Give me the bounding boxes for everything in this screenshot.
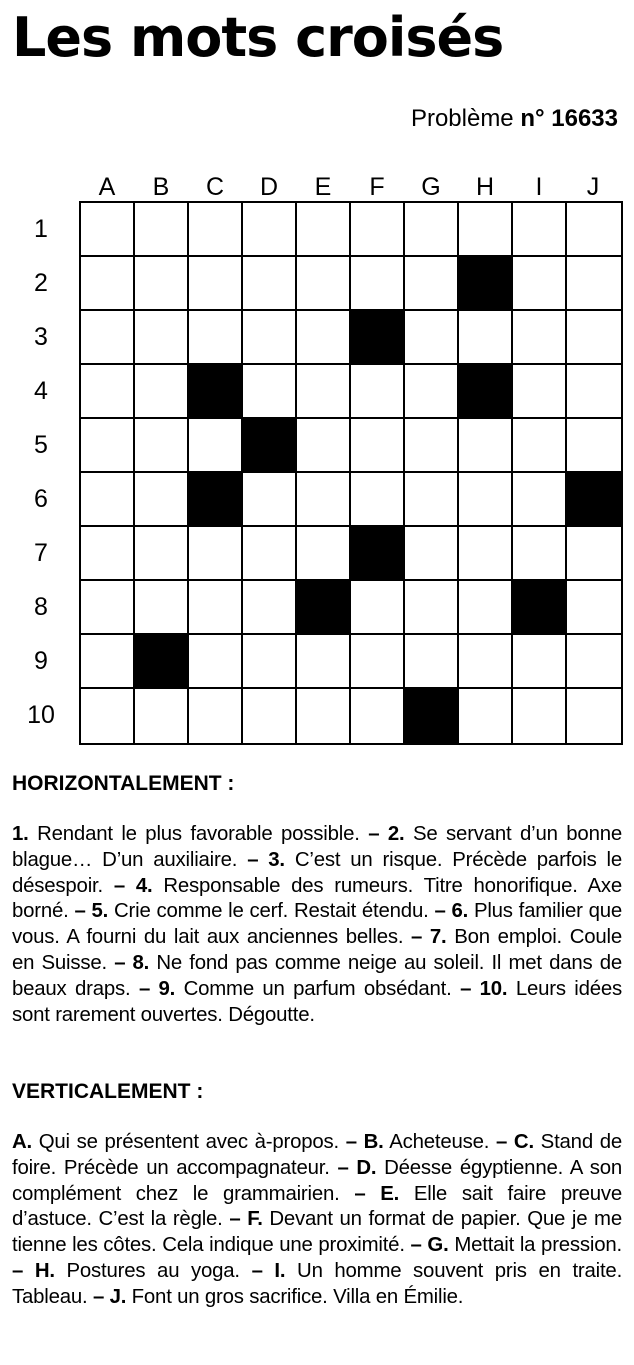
row-labels — [16, 202, 66, 742]
horizontal-clues — [12, 822, 622, 1028]
clue-number: H. — [34, 1259, 55, 1282]
grid-cell-j2[interactable] — [567, 257, 621, 311]
clue-number: C. — [513, 1131, 534, 1153]
clue-separator: – — [410, 1234, 422, 1257]
black-cell-h2 — [459, 257, 513, 311]
problem-number-value: n° 16633 — [520, 105, 618, 132]
grid-cell-h1[interactable] — [459, 203, 513, 257]
grid-cell-a2[interactable] — [81, 257, 135, 311]
clue-text: Devant un format de papier. Que je me tienne les côtes. Cela indique une proximité. — [12, 1208, 622, 1257]
grid-cell-d10[interactable] — [243, 689, 297, 743]
clue-separator: – — [229, 1208, 241, 1231]
row-label-9: 9 — [34, 646, 48, 675]
clue-text: Mettait la pression. — [454, 1234, 622, 1257]
problem-label: Problème — [410, 105, 514, 132]
vertical-clue — [12, 1131, 339, 1153]
grid-cell-e6[interactable] — [297, 473, 351, 527]
grid-cell-a5[interactable] — [81, 419, 135, 473]
clue-separator: – — [92, 1285, 105, 1308]
clue-number: 5. — [91, 900, 109, 923]
vertical-heading: VERTICALEMENT : — [12, 1080, 204, 1103]
black-cell-e8 — [297, 581, 351, 635]
grid-cell-g6[interactable] — [405, 473, 459, 527]
vertical-clue — [411, 1234, 622, 1256]
clue-text: Rendant le plus favorable possible. — [37, 823, 360, 845]
clue-separator: – — [12, 1259, 24, 1282]
grid-cell-j3[interactable] — [567, 311, 621, 365]
clue-number: 6. — [451, 900, 469, 923]
clue-text: Déesse égyptienne. A son complément chez le grammairien. — [12, 1156, 623, 1205]
problem-number — [411, 104, 618, 134]
clue-separator: – — [354, 1182, 366, 1205]
clue-number: E. — [380, 1182, 400, 1205]
clue-text: Ne fond pas comme neige au soleil. Il met dans de beaux draps. — [12, 951, 622, 1000]
clue-number: 9. — [158, 977, 176, 1000]
clue-number: 7. — [429, 926, 447, 949]
grid-cell-g5[interactable] — [405, 419, 459, 473]
grid-cell-c1[interactable] — [189, 203, 243, 257]
column-label-g: G — [421, 173, 441, 201]
grid-cell-i3[interactable] — [513, 311, 567, 365]
vertical-clue — [12, 1260, 240, 1282]
clue-separator: – — [74, 900, 86, 923]
grid-cell-f6[interactable] — [351, 473, 405, 527]
grid-cell-f10[interactable] — [351, 689, 405, 743]
grid-cell-b2[interactable] — [135, 257, 189, 311]
grid-cell-d9[interactable] — [243, 635, 297, 689]
grid-cell-h7[interactable] — [459, 527, 513, 581]
black-cell-b9 — [135, 635, 189, 689]
grid-cell-i5[interactable] — [513, 419, 567, 473]
vertical-clues — [12, 1130, 622, 1311]
row-label-1: 1 — [34, 214, 48, 243]
row-label-7: 7 — [34, 538, 48, 567]
column-label-b: B — [152, 173, 170, 201]
grid-cell-f1[interactable] — [351, 203, 405, 257]
black-cell-j6 — [567, 473, 621, 527]
clue-text: C’est un risque. Précède parfois le désespoir. — [12, 848, 623, 897]
grid-cell-e3[interactable] — [297, 311, 351, 365]
grid-cell-f5[interactable] — [351, 419, 405, 473]
grid-cell-f4[interactable] — [351, 365, 405, 419]
grid-cell-e2[interactable] — [297, 257, 351, 311]
crossword-grid[interactable] — [79, 201, 623, 745]
clue-text: Qui se présentent avec à-propos. — [38, 1131, 339, 1153]
clue-separator: – — [251, 1259, 263, 1282]
clue-number: D. — [356, 1156, 377, 1179]
grid-cell-c5[interactable] — [189, 419, 243, 473]
clue-number: F. — [247, 1208, 263, 1231]
clue-number: 2. — [387, 823, 405, 845]
grid-cell-d4[interactable] — [243, 365, 297, 419]
grid-cell-a8[interactable] — [81, 581, 135, 635]
grid-cell-f9[interactable] — [351, 635, 405, 689]
grid-cell-j5[interactable] — [567, 419, 621, 473]
clue-number: 8. — [132, 951, 150, 974]
clue-number: 4. — [135, 874, 153, 897]
grid-cell-h9[interactable] — [459, 635, 513, 689]
black-cell-f3 — [351, 311, 405, 365]
grid-cell-e4[interactable] — [297, 365, 351, 419]
grid-cell-a6[interactable] — [81, 473, 135, 527]
clue-text: Bon emploi. Coule en Suisse. — [12, 926, 623, 974]
grid-cell-i1[interactable] — [513, 203, 567, 257]
black-cell-h4 — [459, 365, 513, 419]
column-label-a: A — [98, 173, 116, 201]
grid-cell-c8[interactable] — [189, 581, 243, 635]
clue-number: 10. — [479, 977, 508, 1000]
clue-separator: – — [460, 977, 472, 1000]
clue-number: 1. — [12, 823, 29, 845]
vertical-clue — [346, 1131, 490, 1153]
clue-text: Responsable des rumeurs. Titre honorifique. Axe borné. — [12, 874, 622, 923]
grid-cell-i7[interactable] — [513, 527, 567, 581]
clue-number: B. — [363, 1131, 384, 1153]
black-cell-c6 — [189, 473, 243, 527]
row-label-6: 6 — [34, 484, 48, 513]
clue-text: Leurs idées sont rarement ouvertes. Dégoutte. — [12, 977, 623, 1026]
grid-cell-f8[interactable] — [351, 581, 405, 635]
black-cell-d5 — [243, 419, 297, 473]
black-cell-c4 — [189, 365, 243, 419]
clue-separator: – — [113, 874, 125, 897]
grid-cell-j8[interactable] — [567, 581, 621, 635]
grid-cell-b1[interactable] — [135, 203, 189, 257]
column-label-h: H — [475, 173, 495, 201]
grid-cell-b10[interactable] — [135, 689, 189, 743]
column-label-d: D — [259, 173, 279, 201]
row-label-10: 10 — [27, 700, 55, 729]
row-label-8: 8 — [34, 592, 48, 621]
grid-cell-i6[interactable] — [513, 473, 567, 527]
grid-cell-b3[interactable] — [135, 311, 189, 365]
clue-separator: – — [496, 1131, 508, 1153]
horizontal-clue — [12, 823, 360, 845]
vertical-clue — [93, 1286, 463, 1308]
grid-cell-d7[interactable] — [243, 527, 297, 581]
grid-cell-e9[interactable] — [297, 635, 351, 689]
clue-number: G. — [427, 1234, 449, 1257]
grid-cell-e5[interactable] — [297, 419, 351, 473]
grid-cell-g4[interactable] — [405, 365, 459, 419]
grid-cell-f2[interactable] — [351, 257, 405, 311]
grid-cell-b5[interactable] — [135, 419, 189, 473]
grid-cell-d1[interactable] — [243, 203, 297, 257]
grid-cell-a1[interactable] — [81, 203, 135, 257]
clue-separator: – — [434, 900, 446, 923]
grid-cell-j10[interactable] — [567, 689, 621, 743]
clue-text: Un homme souvent pris en traite. Tableau. — [12, 1259, 623, 1308]
grid-cell-c3[interactable] — [189, 311, 243, 365]
clue-separator: – — [247, 848, 259, 871]
clue-text: Crie comme le cerf. Restait étendu. — [114, 900, 429, 923]
grid-cell-j9[interactable] — [567, 635, 621, 689]
clue-separator: – — [138, 977, 151, 1000]
clue-separator: – — [337, 1156, 349, 1179]
grid-cell-h6[interactable] — [459, 473, 513, 527]
grid-cell-d2[interactable] — [243, 257, 297, 311]
grid-cell-a3[interactable] — [81, 311, 135, 365]
grid-cell-h3[interactable] — [459, 311, 513, 365]
horizontal-clue — [139, 978, 452, 1000]
horizontal-heading: HORIZONTALEMENT : — [12, 772, 235, 795]
black-cell-g10 — [405, 689, 459, 743]
column-labels — [80, 172, 620, 202]
clue-separator: – — [345, 1131, 357, 1153]
grid-cell-h10[interactable] — [459, 689, 513, 743]
column-label-j: J — [586, 173, 600, 201]
grid-cell-g1[interactable] — [405, 203, 459, 257]
row-label-3: 3 — [34, 322, 48, 351]
grid-cell-b4[interactable] — [135, 365, 189, 419]
grid-cell-j4[interactable] — [567, 365, 621, 419]
clue-text: Stand de foire. Précède un accompagnateur. — [12, 1131, 622, 1179]
grid-cell-b8[interactable] — [135, 581, 189, 635]
grid-cell-j7[interactable] — [567, 527, 621, 581]
clue-number: 3. — [268, 848, 285, 871]
black-cell-f7 — [351, 527, 405, 581]
grid-cell-g8[interactable] — [405, 581, 459, 635]
grid-cell-d3[interactable] — [243, 311, 297, 365]
row-label-5: 5 — [34, 430, 48, 459]
grid-cell-b7[interactable] — [135, 527, 189, 581]
grid-cell-a4[interactable] — [81, 365, 135, 419]
clue-separator: – — [411, 926, 423, 949]
grid-cell-c2[interactable] — [189, 257, 243, 311]
grid-cell-a9[interactable] — [81, 635, 135, 689]
grid-cell-g3[interactable] — [405, 311, 459, 365]
grid-cell-c10[interactable] — [189, 689, 243, 743]
horizontal-clue — [75, 900, 429, 922]
column-label-i: I — [535, 173, 543, 201]
clue-number: A. — [12, 1131, 32, 1153]
grid-cell-e10[interactable] — [297, 689, 351, 743]
grid-cell-e1[interactable] — [297, 203, 351, 257]
row-label-2: 2 — [34, 268, 48, 297]
grid-cell-a7[interactable] — [81, 527, 135, 581]
grid-cell-j1[interactable] — [567, 203, 621, 257]
clue-text: Elle sait faire preuve d’astuce. C’est la règle. — [12, 1182, 623, 1231]
grid-cell-b6[interactable] — [135, 473, 189, 527]
grid-cell-g9[interactable] — [405, 635, 459, 689]
clue-separator: – — [114, 951, 126, 974]
grid-cell-i2[interactable] — [513, 257, 567, 311]
clue-text: Se servant d’un bonne blague… D’un auxiliaire. — [12, 823, 622, 871]
clue-separator: – — [368, 823, 380, 845]
grid-cell-i9[interactable] — [513, 635, 567, 689]
grid-cell-h5[interactable] — [459, 419, 513, 473]
clue-text: Acheteuse. — [389, 1131, 490, 1153]
column-label-e: E — [314, 173, 332, 201]
column-label-c: C — [205, 173, 225, 201]
clue-text: Plus familier que vous. A fourni du lait aux anciennes belles. — [12, 900, 623, 949]
grid-cell-a10[interactable] — [81, 689, 135, 743]
grid-cell-g2[interactable] — [405, 257, 459, 311]
page-title: Les mots croisés — [12, 6, 504, 69]
grid-cell-i10[interactable] — [513, 689, 567, 743]
clue-text: Font un gros sacrifice. Villa en Émilie. — [131, 1285, 464, 1308]
column-label-f: F — [369, 173, 385, 201]
grid-cell-e7[interactable] — [297, 527, 351, 581]
clue-number: J. — [109, 1285, 127, 1308]
grid-cell-c7[interactable] — [189, 527, 243, 581]
grid-cell-d6[interactable] — [243, 473, 297, 527]
row-label-4: 4 — [34, 376, 48, 405]
clue-text: Postures au yoga. — [66, 1259, 240, 1282]
grid-cell-h8[interactable] — [459, 581, 513, 635]
clue-number: I. — [274, 1259, 286, 1282]
grid-cell-g7[interactable] — [405, 527, 459, 581]
clue-text: Comme un parfum obsédant. — [183, 977, 452, 1000]
black-cell-i8 — [513, 581, 567, 635]
grid-cell-c9[interactable] — [189, 635, 243, 689]
grid-cell-i4[interactable] — [513, 365, 567, 419]
grid-cell-d8[interactable] — [243, 581, 297, 635]
